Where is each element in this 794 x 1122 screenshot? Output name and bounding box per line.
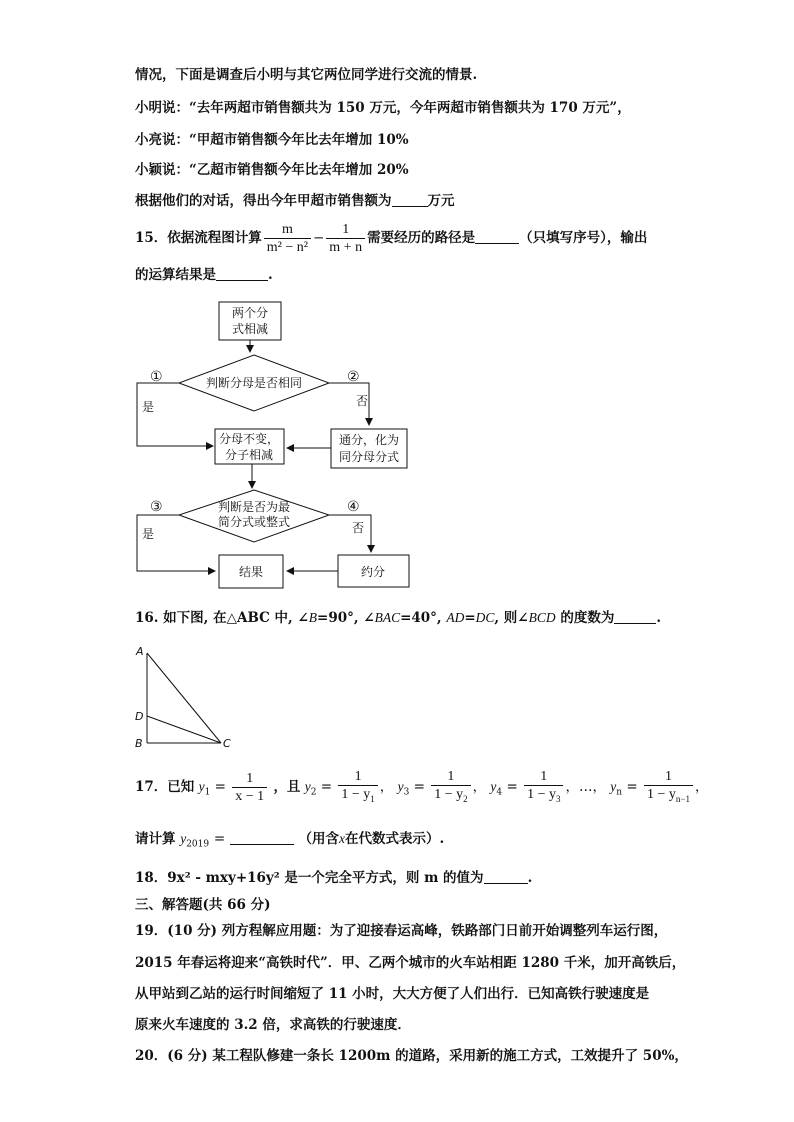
x-var: x (339, 831, 346, 846)
decision-2-text-2: 简分式或整式 (217, 515, 291, 529)
common-denominator-text-1: 通分，化为 (338, 433, 400, 447)
intro-line-2: 小明说：“去年两超市销售额共为 150 万元，今年两超市销售额共为 170 万元”， (135, 100, 631, 116)
q16-t2: =40°, (400, 610, 447, 626)
q16-t5: 的度数为 (555, 610, 615, 626)
angle-bac: BAC (374, 610, 401, 625)
q17-line2-b: （用含 (298, 831, 340, 847)
question-17-line-2 (135, 830, 444, 854)
q18-text: 18．9x² - mxy+16y² 是一个完全平方式，则 m 的值为 (135, 870, 484, 886)
result-text: 结果 (238, 565, 264, 579)
yn-fraction (644, 768, 693, 808)
comma: ， (694, 779, 709, 795)
y4-fraction (524, 768, 563, 808)
q15-line2: 的运算结果是 (135, 267, 216, 283)
q17-line2-a: 请计算 (135, 831, 176, 847)
y2019-sub: 2019 (186, 839, 210, 850)
vertex-a: A (136, 645, 144, 658)
no-label-1: 否 (356, 394, 369, 408)
answer-blank (484, 869, 528, 884)
ellipsis: ，…， (565, 779, 606, 795)
period: . (656, 610, 662, 626)
y3-fraction (431, 768, 470, 808)
y1-fraction (232, 770, 267, 805)
y2019-var: y (180, 831, 187, 846)
no-label-2: 否 (352, 521, 365, 535)
question-17: 17．已知 $y_1$ = $\frac{1}{x - 1}$ ，且 $y_2$ = $\frac{1}{1 - y_1}$ ， $y_3$ = $\frac{1}{1 - y_2}$ ， $y_4$ = $\frac{1}{1 - y_3}$ ，…， $y_n$ = $\frac{1}{1 - y_{n-1}}$ ， (135, 765, 708, 815)
vertex-d: D (135, 710, 144, 723)
same-denominator-text-2: 分子相减 (224, 448, 274, 462)
y2-sub: 2 (310, 787, 317, 798)
question-18 (135, 869, 532, 887)
common-denominator-text-2: 同分母分式 (338, 450, 400, 464)
y4-var: y (490, 779, 497, 794)
yn-num: 1 (644, 768, 693, 786)
intro-line-1: 情况，下面是调查后小明与其它两位同学进行交流的情景. (135, 67, 478, 83)
y4-den (524, 786, 563, 808)
angle-b: B (308, 610, 318, 625)
angle-bcd: BCD (528, 610, 556, 625)
intro-line-3: 小亮说：“甲超市销售额今年比去年增加 10% (135, 132, 409, 148)
question-19-line-1: 19．(10 分) 列方程解应用题：为了迎接春运高峰，铁路部门日前开始调整列车运行图， (135, 923, 668, 939)
y3-den-a: 1 − y (434, 786, 464, 802)
q17-conj: ，且 (273, 779, 301, 795)
q15-prefix: 15．依据流程图计算 (135, 230, 262, 246)
segment-ad: AD (446, 610, 465, 625)
fraction-2: $\frac{1}{m + n}$ (326, 221, 365, 256)
y1-den: x − 1 (235, 789, 265, 804)
yes-label-2: 是 (142, 527, 155, 541)
y3-den-sub: 2 (463, 793, 468, 804)
section-heading: 三、解答题(共 66 分) (135, 897, 271, 913)
decision-1-text: 判断分母是否相同 (205, 376, 303, 390)
q16-t1: =90°, ∠ (317, 610, 375, 626)
y2-den-a: 1 − y (341, 786, 371, 802)
q16-t4: , 则∠ (494, 610, 529, 626)
vertex-c: C (223, 737, 231, 750)
y4-den-a: 1 − y (527, 786, 556, 802)
y2-fraction (338, 768, 377, 808)
y2-den (338, 786, 377, 808)
q17-line2-c: 在代数式表示）. (345, 831, 445, 847)
yn-var: y (610, 779, 617, 794)
y2-num: 1 (338, 768, 377, 786)
mark-4: ④ (347, 499, 360, 515)
yn-den-a: 1 − y (646, 786, 676, 802)
unit-label: 万元 (427, 193, 455, 209)
yn-sub: n (616, 787, 623, 798)
q15-mid: 需要经历的路径是 (367, 230, 476, 246)
vertex-b: B (135, 737, 143, 750)
fraction-1: $\frac{m}{\text{m² − n²}}$ (264, 221, 311, 256)
period: . (268, 267, 273, 283)
same-denominator-text-1: 分母不变， (218, 432, 280, 446)
mark-1: ① (150, 369, 163, 385)
y3-den (431, 786, 470, 808)
mark-2: ② (347, 369, 360, 385)
y2-var: y (304, 779, 311, 794)
yn-den (644, 786, 693, 808)
y3-num: 1 (431, 768, 470, 786)
y1-num: 1 (232, 770, 267, 788)
y4-sub: 4 (496, 787, 503, 798)
segment-dc: DC (475, 610, 495, 625)
answer-blank (230, 830, 294, 845)
decision-2-text-1: 判断是否为最 (217, 500, 291, 514)
intro-question: 根据他们的对话，得出今年甲超市销售额为 (135, 193, 392, 209)
reduce-text: 约分 (360, 565, 386, 579)
y4-den-sub: 3 (555, 793, 561, 804)
question-20-line-1: 20．(6 分) 某工程队修建一条长 1200m 的道路，采用新的施工方式，工效提升了 50%， (135, 1048, 688, 1064)
question-19-line-4: 原来火车速度的 3.2 倍，求高铁的行驶速度． (135, 1017, 411, 1033)
question-19-line-3: 从甲站到乙站的运行时间缩短了 11 小时，大大方便了人们出行．已知高铁行驶速度是 (135, 986, 650, 1002)
y1-sub: 1 (204, 787, 211, 798)
start-text-1: 两个分 (231, 306, 269, 320)
mark-3: ③ (150, 499, 163, 515)
q17-prefix: 17．已知 (135, 779, 195, 795)
y3-sub: 3 (403, 787, 410, 798)
yn-den-sub: n−1 (675, 793, 690, 804)
intro-line-4: 小颖说：“乙超市销售额今年比去年增加 20% (135, 162, 409, 178)
q16-text-a: 16. 如下图, 在△ABC 中, ∠ (135, 610, 309, 626)
equals: = (213, 831, 226, 847)
q15-suffix: （只填写序号），输出 (519, 230, 648, 246)
y3-var: y (397, 779, 404, 794)
y4-num: 1 (524, 768, 563, 786)
yes-label-1: 是 (142, 400, 155, 414)
question-19-line-2: 2015 年春运将迎来“高铁时代”．甲、乙两个城市的火车站相距 1280 千米，加开高铁后， (135, 955, 686, 971)
q16-t3: = (464, 610, 476, 626)
y1-var: y (198, 779, 205, 794)
minus-sign: − (312, 230, 325, 246)
period: . (527, 870, 533, 886)
y2-den-sub: 1 (370, 793, 375, 804)
start-text-2: 式相减 (231, 322, 269, 336)
